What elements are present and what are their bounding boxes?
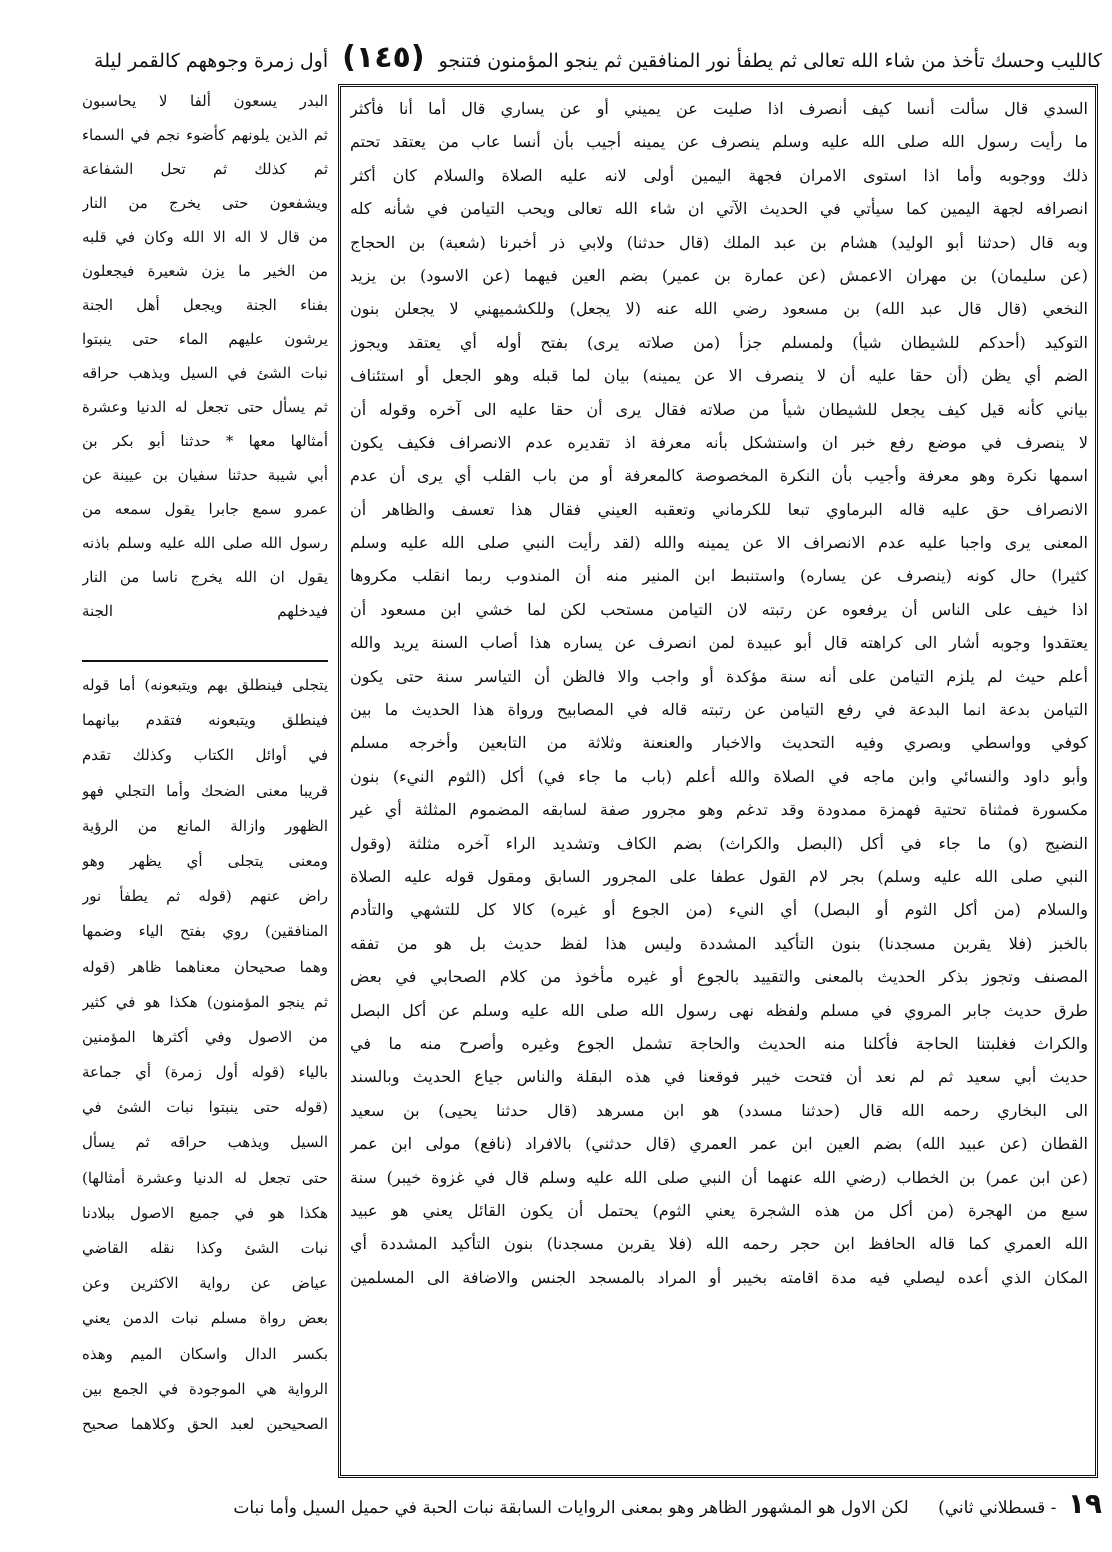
signature-label: - قسطلاني ثاني) <box>938 1498 1057 1518</box>
margin-top-line: ويشفعون حتى يخرج من النار <box>82 194 328 212</box>
margin-top-line: بفناء الجنة ويجعل أهل الجنة <box>82 296 328 314</box>
main-text-line: المعنى يرى واجبا عليه عدم الانصراف الا عن يمينه والله (لقد رأيت النبي صلى الله عليه وسلم <box>350 533 1088 553</box>
page-footer <box>20 1484 1102 1524</box>
margin-bottom-line: (قوله حتى ينبتوا نبات الشئ في <box>82 1098 328 1117</box>
margin-top-line: نبات الشئ في السيل ويذهب حراقه <box>82 364 328 382</box>
main-text-line: حديث أبي سعيد ثم لم نعد أن فتحت خيبر فوقعنا في هذه البقلة والناس جياع الحديث وبالسند <box>350 1067 1088 1087</box>
main-text-line: أعلم حيث لم يلزم التيامن على أنه سنة مؤكدة أو واجب والا فالظن أن التياسر سنة حتى يكون <box>350 666 1088 686</box>
margin-bottom-line: هكذا هو في جميع الاصول ببلادنا <box>82 1203 328 1222</box>
footer-catchword-text: لكن الاول هو المشهور الظاهر وهو بمعنى الروايات السابقة نبات الحبة في حميل السيل وأما نبات <box>233 1498 909 1518</box>
margin-bottom-line: يتجلى فينطلق بهم ويتبعونه) أما قوله <box>82 676 328 694</box>
margin-top-line: عمرو سمع جابرا يقول سمعه من <box>82 500 328 518</box>
main-text-line: سبع من الهجرة (من أكل من هذه الشجرة يعني الثوم) يحتمل أن يكون القائل يعني هو عبيد <box>350 1200 1088 1220</box>
margin-bottom-line: وهما صحيحان معناهما ظاهر (قوله <box>82 957 328 976</box>
main-text-line: الضم أي يظن (أن حقا عليه أن لا ينصرف الا عن يمينه) بيان لما قبله وهو الجعل أو استئناف <box>350 366 1088 386</box>
main-text-line: انصرافه لجهة اليمين كما سيأتي في الحديث الآتي ان شاء الله تعالى ويحب التيامن في شأنه كله <box>350 199 1088 219</box>
margin-bottom-line: السيل ويذهب حراقه ثم يسأل <box>82 1133 328 1152</box>
main-text-line: اسمها نكرة وهو معرفة وأجيب بأن النكرة المخصوصة كالمعرفة أو من باب القلب أي يرى أن عدم <box>350 466 1088 486</box>
main-text-line: وأبو داود والنسائي وابن ماجه في الصلاة والله أعلم (باب ما جاء في) أكل (الثوم النيء) بنون <box>350 766 1088 786</box>
main-text-line: لا ينصرف في موضع رفع خبر ان واستشكل بأنه معرفة اذ تقديره عدم الانصراف فكيف يكون <box>350 432 1088 452</box>
main-commentary-column <box>350 92 1088 1472</box>
margin-bottom-line: ثم ينجو المؤمنون) هكذا هو في كثير <box>82 992 328 1011</box>
main-text-line: النخعي (قال قال عبد الله) بن مسعود رضي الله عنه (لا يجعل) وللكشميهني لا يجعلن بنون <box>350 299 1088 319</box>
main-text-line: كثيرا) حال كونه (ينصرف عن يساره) واستنبط ابن المنير منه أن المندوب ربما انقلب مكروها <box>350 566 1088 586</box>
main-text-line: (عن ابن عمر) بن الخطاب (رضي الله عنهما أن النبي صلى الله عليه وسلم قال في غزوة خيبر) سنة <box>350 1167 1088 1187</box>
margin-top-line: ثم الذين يلونهم كأضوء نجم في السماء <box>82 126 328 144</box>
header-margin-title: أول زمرة وجوههم كالقمر ليلة <box>94 50 329 72</box>
margin-bottom-line: بالياء (قوله أول زمرة) أي جماعة <box>82 1063 328 1082</box>
main-text-line: الله العمري كما قاله الحافظ ابن حجر رحمه الله (فلا يقربن مسجدنا) بنون التأكيد المشددة أي <box>350 1234 1088 1254</box>
margin-bottom-line: الصحيحين لعبد الحق وكلاهما صحيح <box>82 1414 328 1433</box>
main-text-line: وبه قال (حدثنا أبو الوليد) هشام بن عبد الملك (قال حدثنا) ولابي ذر أخبرنا (شعبة) بن الحجاج <box>350 232 1088 252</box>
margin-top-line: من قال لا اله الا الله وكان في قلبه <box>82 228 328 246</box>
main-text-line: طرق حديث جابر المروي في مسلم ولفظه نهى رسول الله صلى الله عليه وسلم عن أكل البصل <box>350 1000 1088 1020</box>
page-header <box>70 38 1102 78</box>
margin-bottom-line: فينطلق ويتبعونه فتقدم بيانهما <box>82 711 328 730</box>
margin-bottom-line: ومعنى يتجلى أي يظهر وهو <box>82 851 328 870</box>
margin-bottom-line: من الاصول وفي أكثرها المؤمنين <box>82 1027 328 1046</box>
main-text-line: بياني كأنه قيل كيف يجعل للشيطان شيأ من صلاته فقال يرى أن حقا عليه الى آخره وقوله أن <box>350 399 1088 419</box>
main-text-line: القطان (عن عبيد الله) بضم العين ابن عمر العمري (قال حدثني) بالافراد (نافع) مولى ابن عمر <box>350 1134 1088 1154</box>
main-text-line: والسلام (من أكل الثوم أو البصل) أي النيء (من الجوع أو غيره) كالا كل للتشهي والتأدم <box>350 900 1088 920</box>
main-text-line: كوفي وواسطي وبصري وفيه التحديث والاخبار والعنعنة وثلاثة من التابعين وأخرجه مسلم <box>350 733 1088 753</box>
margin-top-line: البدر يسعون ألفا لا يحاسبون <box>82 92 328 110</box>
main-text-line: ذلك ووجوبه وأما اذا استوى الامران فجهة اليمين أولى لانه عليه الصلاة والسلام كان أكثر <box>350 165 1088 185</box>
margin-bottom-line: عياض عن رواية الاكثرين وعن <box>82 1274 328 1293</box>
margin-commentary-text <box>82 668 328 1514</box>
margin-top-line: يقول ان الله يخرج ناسا من النار <box>82 568 328 586</box>
main-text-line: النضيج (و) ما جاء في أكل (البصل والكراث) بضم الكاف وتشديد الراء آخره مثلثة (وقول <box>350 833 1088 853</box>
main-text-line: ما رأيت رسول الله صلى الله عليه وسلم ينصرف عن يمينه أجيب بأن أنسا عاب من يعتقد تحتم <box>350 132 1088 152</box>
margin-top-line: أمثالها معها * حدثنا أبو بكر بن <box>82 432 328 450</box>
main-text-line: بالخبز (فلا يقربن مسجدنا) بنون التأكيد المشددة وليس هذا لفظ حديث بل هو من تفقه <box>350 933 1088 953</box>
margin-top-line: من الخير ما يزن شعيرة فيجعلون <box>82 262 328 280</box>
main-text-line: المصنف وتجوز بذكر الحديث بالمعنى والتقييد بالجوع أو غيره مأخوذ من كلام الصحابي في بعض <box>350 967 1088 987</box>
margin-top-line: ثم كذلك ثم تحل الشفاعة <box>82 160 328 178</box>
margin-top-line: ثم يسأل حتى تجعل له الدنيا وعشرة <box>82 398 328 416</box>
signature-number: ١٩ <box>1067 1487 1102 1520</box>
margin-top-line: رسول الله صلى الله عليه وسلم باذنه <box>82 534 328 552</box>
margin-bottom-line: الظهور وازالة المانع من الرؤية <box>82 816 328 835</box>
header-running-title: كالليب وحسك تأخذ من شاء الله تعالى ثم يطفأ نور المنافقين ثم ينجو المؤمنون فتنجو <box>438 50 1102 72</box>
margin-bottom-line: حتى تجعل له الدنيا وعشرة أمثالها) <box>82 1168 328 1187</box>
main-text-line: المكان الذي أعده ليصلي فيه مدة اقامته بخيبر أو المراد بالمسجد الجنس والاضافة الى المسلمين <box>350 1267 1088 1287</box>
main-text-line: السدي قال سألت أنسا كيف أنصرف اذا صليت عن يميني أو عن يساري قال أما أنا فأكثر <box>350 99 1088 118</box>
margin-bottom-line: بعض رواة مسلم نبات الدمن يعني <box>82 1309 328 1328</box>
main-text-line: النبي صلى الله عليه وسلم) بجر لام القول عطفا على المجرور السابق ومقول قوله عليه الصلاة <box>350 866 1088 886</box>
margin-bottom-line: راض عنهم (قوله ثم يطفأ نور <box>82 887 328 906</box>
main-text-line: الانصراف حق عليه قاله البرماوي تبعا للكرماني وتعقبه العيني فقال هذا تعسف والظاهر أن <box>350 499 1088 519</box>
main-text-line: التيامن بدعة انما البدعة في رفع التيامن عن رتبته قاله في المصابيح ورواة هذا الحديث ما بين <box>350 700 1088 720</box>
main-text-line: مكسورة فمثناة تحتية فهمزة ممدودة وقد تدغم وهو مجرور صفة لسابقه المضموم المثلثة أي غير <box>350 800 1088 820</box>
page-number: (١٤٥) <box>342 40 425 75</box>
margin-bottom-line: الرواية هي الموجودة في الجمع بين <box>82 1379 328 1398</box>
main-text-line: الى البخاري رحمه الله قال (حدثنا مسدد) هو ابن مسرهد (قال حدثنا يحيى) بن سعيد <box>350 1100 1088 1120</box>
main-text-line: يعتقدوا وجوبه أشار الى كراهته قال أبو عبيدة لمن انصرف عن يساره هذا أصاب السنة يريد والله <box>350 633 1088 653</box>
margin-top-line: فيدخلهم الجنة <box>82 602 328 620</box>
main-text-line: اذا خيف على الناس أن يرفعوه عن رتبته لان التيامن مستحب لكن لما خشي ابن مسعود أن <box>350 599 1088 619</box>
margin-bottom-line: في أوائل الكتاب وكذلك تقدم <box>82 746 328 765</box>
margin-top-line: أبي شيبة حدثنا سفيان بن عيينة عن <box>82 466 328 484</box>
margin-bottom-line: المنافقين) روي بفتح الياء وضمها <box>82 922 328 941</box>
main-text-line: (عن سليمان) بن مهران الاعمش (عن عمارة بن عمير) بضم العين فيهما (عن الاسود) بن يزيد <box>350 265 1088 285</box>
margin-divider <box>82 660 328 662</box>
margin-bottom-line: قريبا معنى الضحك وأما التجلي فهو <box>82 781 328 800</box>
main-text-line: والكراث فغلبتنا الحاجة فأكلنا منه الحديث والحاجة تشمل الجوع وغيره وأصرح منه ما في <box>350 1033 1088 1053</box>
margin-bottom-line: بكسر الدال واسكان الميم وهذه <box>82 1344 328 1363</box>
main-text-line: التوكيد (أحدكم للشيطان شيأ) ولمسلم جزأ (من صلاته يرى) بفتح أوله أي يعتقد ويجوز <box>350 332 1088 352</box>
margin-top-line: يرشون عليهم الماء حتى ينبتوا <box>82 330 328 348</box>
margin-bottom-line: نبات الشئ وكذا نقله القاضي <box>82 1239 328 1257</box>
margin-hadith-text <box>82 84 328 650</box>
